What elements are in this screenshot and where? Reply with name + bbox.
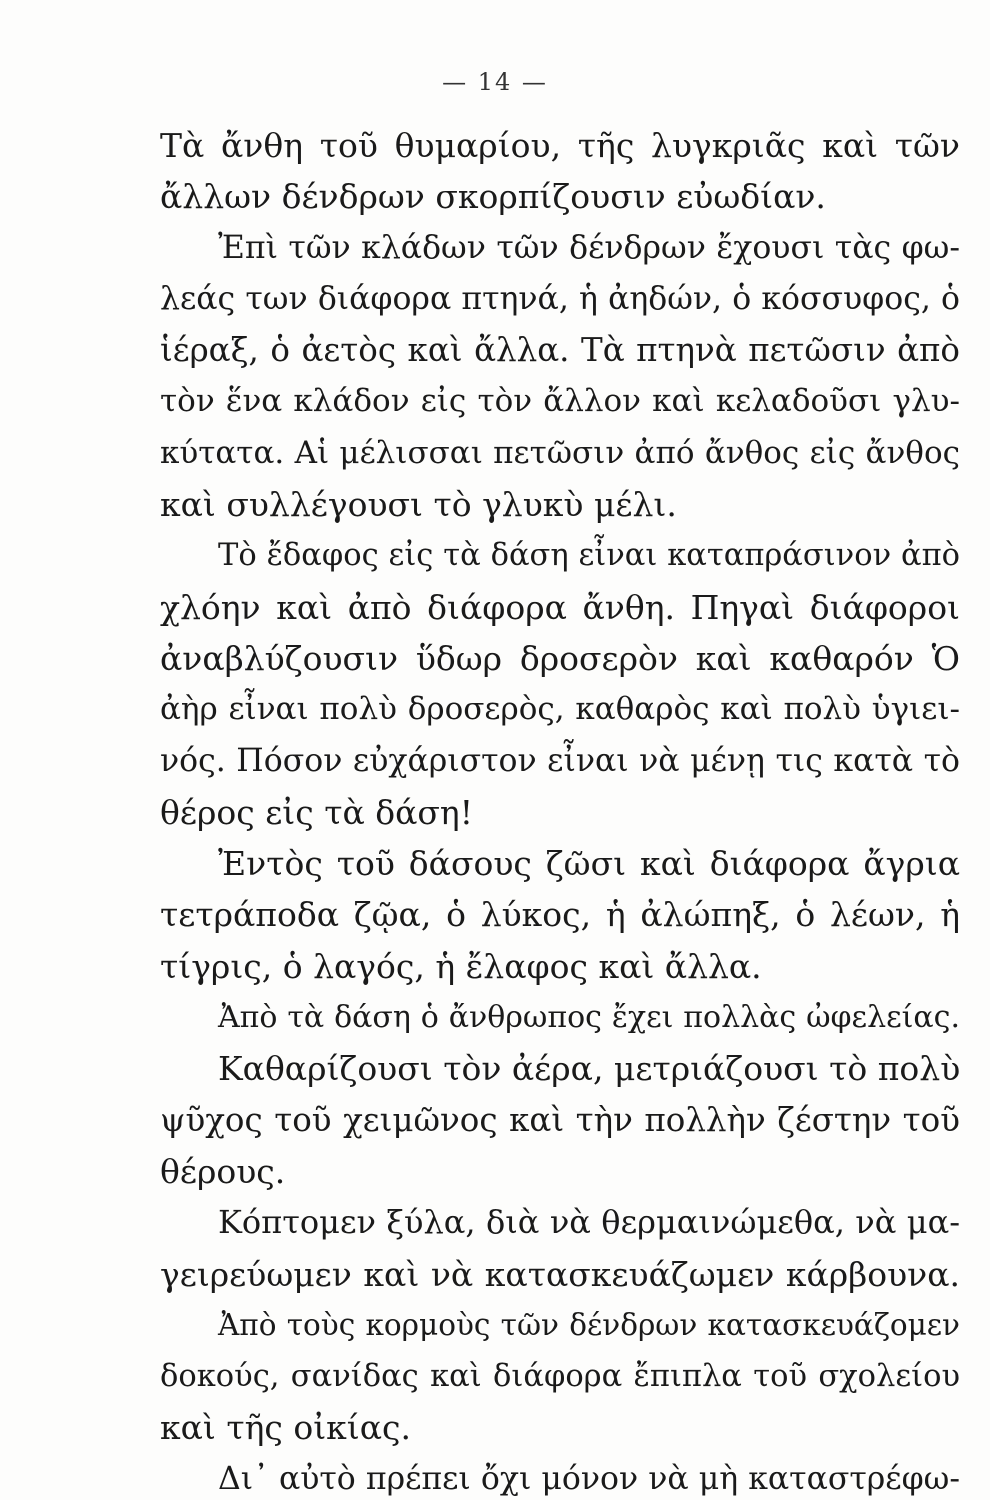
text-line: τίγρις, ὁ λαγός, ἡ ἔλαφος καὶ ἄλλα. [160,946,762,986]
text-line: χλόην καὶ ἀπὸ διάφορα ἄνθη. Πηγαὶ διάφοροι [160,587,960,627]
text-line: Κόπτομεν ξύλα, διὰ νὰ θερμαινώμεθα, νὰ μα- [218,1203,960,1242]
text-line: κύτατα. Αἱ μέλισσαι πετῶσιν ἀπό ἄνθος εἰς ἄνθος [160,434,960,471]
text-line: ἀὴρ εἶναι πολὺ δροσερὸς, καθαρὸς καὶ πολὺ ὑγιει- [160,691,960,728]
text-line: τὸν ἕνα κλάδον εἰς τὸν ἄλλον καὶ κελαδοῦσι γλυ- [160,383,960,420]
text-line: καὶ τῆς οἰκίας. [160,1408,411,1448]
text-line: θέρος εἰς τὰ δάση! [160,792,473,832]
text-line: τετράποδα ζῷα, ὁ λύκος, ἡ ἀλώπηξ, ὁ λέων, ἡ [160,895,960,935]
body-text [160,120,960,1505]
text-line: ψῦχος τοῦ χειμῶνος καὶ τὴν πολλὴν ζέστην τοῦ [160,1100,960,1139]
text-line: Καθαρίζουσι τὸν ἀέρα, μετριάζουσι τὸ πολὺ [218,1049,960,1089]
text-line: νός. Πόσον εὐχάριστον εἶναι νὰ μένῃ τις κατὰ τὸ [160,742,960,779]
text-line: Ἀπὸ τὰ δάση ὁ ἄνθρωπος ἔχει πολλὰς ὠφελείας. [218,1000,960,1036]
text-line: Τὸ ἔδαφος εἰς τὰ δάση εἶναι καταπράσινον ἀπὸ [218,538,960,574]
text-line: δοκούς, σανίδας καὶ διάφορα ἔπιπλα τοῦ σχολείου [160,1359,960,1395]
text-line: θέρους. [160,1151,286,1191]
text-line: λεάς των διάφορα πτηνά, ἡ ἀηδών, ὁ κόσσυφος, ὁ [160,280,960,317]
text-line: γειρεύωμεν καὶ νὰ κατασκευάζωμεν κάρβουνα. [160,1254,960,1294]
text-line: καὶ συλλέγουσι τὸ γλυκὺ μέλι. [160,485,677,525]
page-number: — 14 — [442,68,548,96]
text-line: Ἀπὸ τοὺς κορμοὺς τῶν δένδρων κατασκευάζομεν [218,1307,960,1342]
text-line: ἄλλων δένδρων σκορπίζουσιν εὐωδίαν. [160,177,826,217]
text-line: ἀναβλύζουσιν ὕδωρ δροσερὸν καὶ καθαρόν Ὁ [160,638,960,678]
text-line: Τὰ ἄνθη τοῦ θυμαρίου, τῆς λυγκριᾶς καὶ τῶν [160,126,960,165]
text-line: Ἐπὶ τῶν κλάδων τῶν δένδρων ἔχουσι τὰς φω- [218,229,960,266]
text-line: Δι᾽ αὐτὸ πρέπει ὄχι μόνον νὰ μὴ καταστρέφω- [218,1460,960,1497]
text-line: ἱέραξ, ὁ ἀετὸς καὶ ἄλλα. Τὰ πτηνὰ πετῶσιν ἀπὸ [160,331,960,370]
text-line: Ἐντὸς τοῦ δάσους ζῶσι καὶ διάφορα ἄγρια [218,844,960,884]
